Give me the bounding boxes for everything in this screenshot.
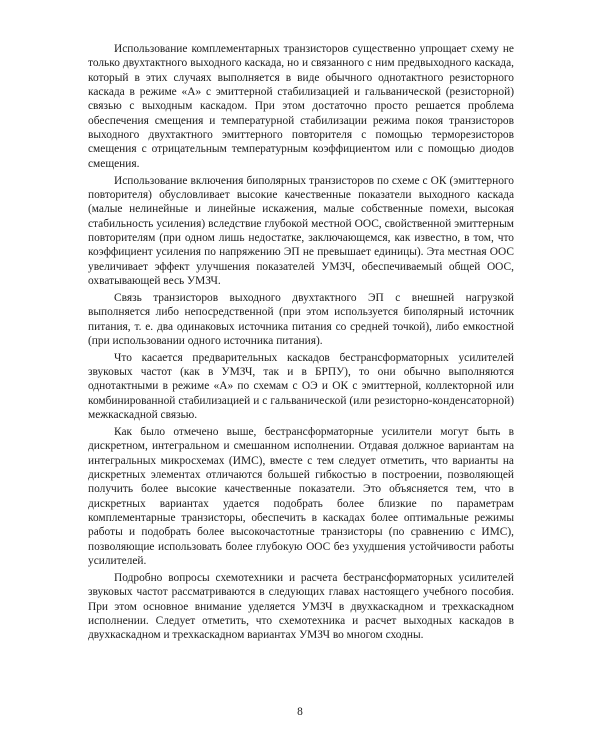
- paragraph-3: Связь транзисторов выходного двухтактного ЭП с внешней нагрузкой выполняется либо непосредственной (при этом используется биполярный источник питания, т. е. два одинаковых источника питания со средней точкой), либо емкостной (при использовании одного источника питания).: [88, 291, 514, 347]
- paragraph-5: Как было отмечено выше, бестрансформаторные усилители могут быть в дискретном, интегральном и смешанном исполнении. Отдавая должное вариантам на интегральных микросхемах (ИМС), вместе с тем следует отметить, что варианты на дискретных элементах отличаются большей гибкостью в построении, позволяющей получить более высокие качественные показатели. Это объясняется тем, что в дискретных вариантах удается подобрать более близкие по параметрам комплементарные транзисторы, обеспечить в каскадах более оптимальные режимы работы и подобрать более высокочастотные транзисторы (по сравнению с ИМС), позволяющие использовать более глубокую ООС без ухудшения устойчивости работы усилителей.: [88, 425, 514, 568]
- paragraph-1: Использование комплементарных транзисторов существенно упрощает схему не только двухтактного выходного каскада, но и связанного с ним предвыходного каскада, который в этих случаях выполняется в виде обычного однотактного резисторного каскада в режиме «А» с эмиттерной стабилизацией и гальванической (резисторной) связью с выходным каскадом. При этом достаточно просто решается проблема обеспечения смещения и температурной стабилизации режима покоя транзисторов выходного двухтактного эмиттерного повторителя с помощью терморезисторов смещения с отрицательным температурным коэффициентом или с помощью диодов смещения.: [88, 43, 514, 170]
- document-body: [88, 42, 514, 645]
- paragraph-2: Использование включения биполярных транзисторов по схеме с ОК (эмиттерного повторителя) обусловливает высокие качественные показатели выходного каскада (малые нелинейные и линейные искажения, малые собственные помехи, высокая стабильность усиления) вследствие глубокой местной ООС, свойственной эмиттерным повторителям (при одном лишь недостатке, заключающемся, как известно, в том, что коэффициент усиления по напряжению ЭП не превышает единицы). Эта местная ООС увеличивает эффект улучшения показателей УМЗЧ, обеспечиваемый общей ООС, охватывающей весь УМЗЧ.: [88, 174, 514, 287]
- paragraph-4: Что касается предварительных каскадов бестрансформаторных усилителей звуковых частот (как в УМЗЧ, так и в БРПУ), то они обычно выполняются однотактными в режиме «А» по схемам с ОЭ и ОК с эмиттерной, коллекторной или комбинированной стабилизацией и с гальванической (или резисторно-конденсаторной) межкаскадной связью.: [88, 351, 514, 422]
- paragraph-6: Подробно вопросы схемотехники и расчета бестрансформаторных усилителей звуковых частот рассматриваются в следующих главах настоящего учебного пособия. При этом основное внимание уделяется УМЗЧ в двухкаскадном и трехкаскадном исполнении. Следует отметить, что схемотехника и расчет выходных каскадов в двухкаскадном и трехкаскадном вариантах УМЗЧ во многом сходны.: [88, 571, 514, 642]
- page-number: 8: [297, 706, 303, 718]
